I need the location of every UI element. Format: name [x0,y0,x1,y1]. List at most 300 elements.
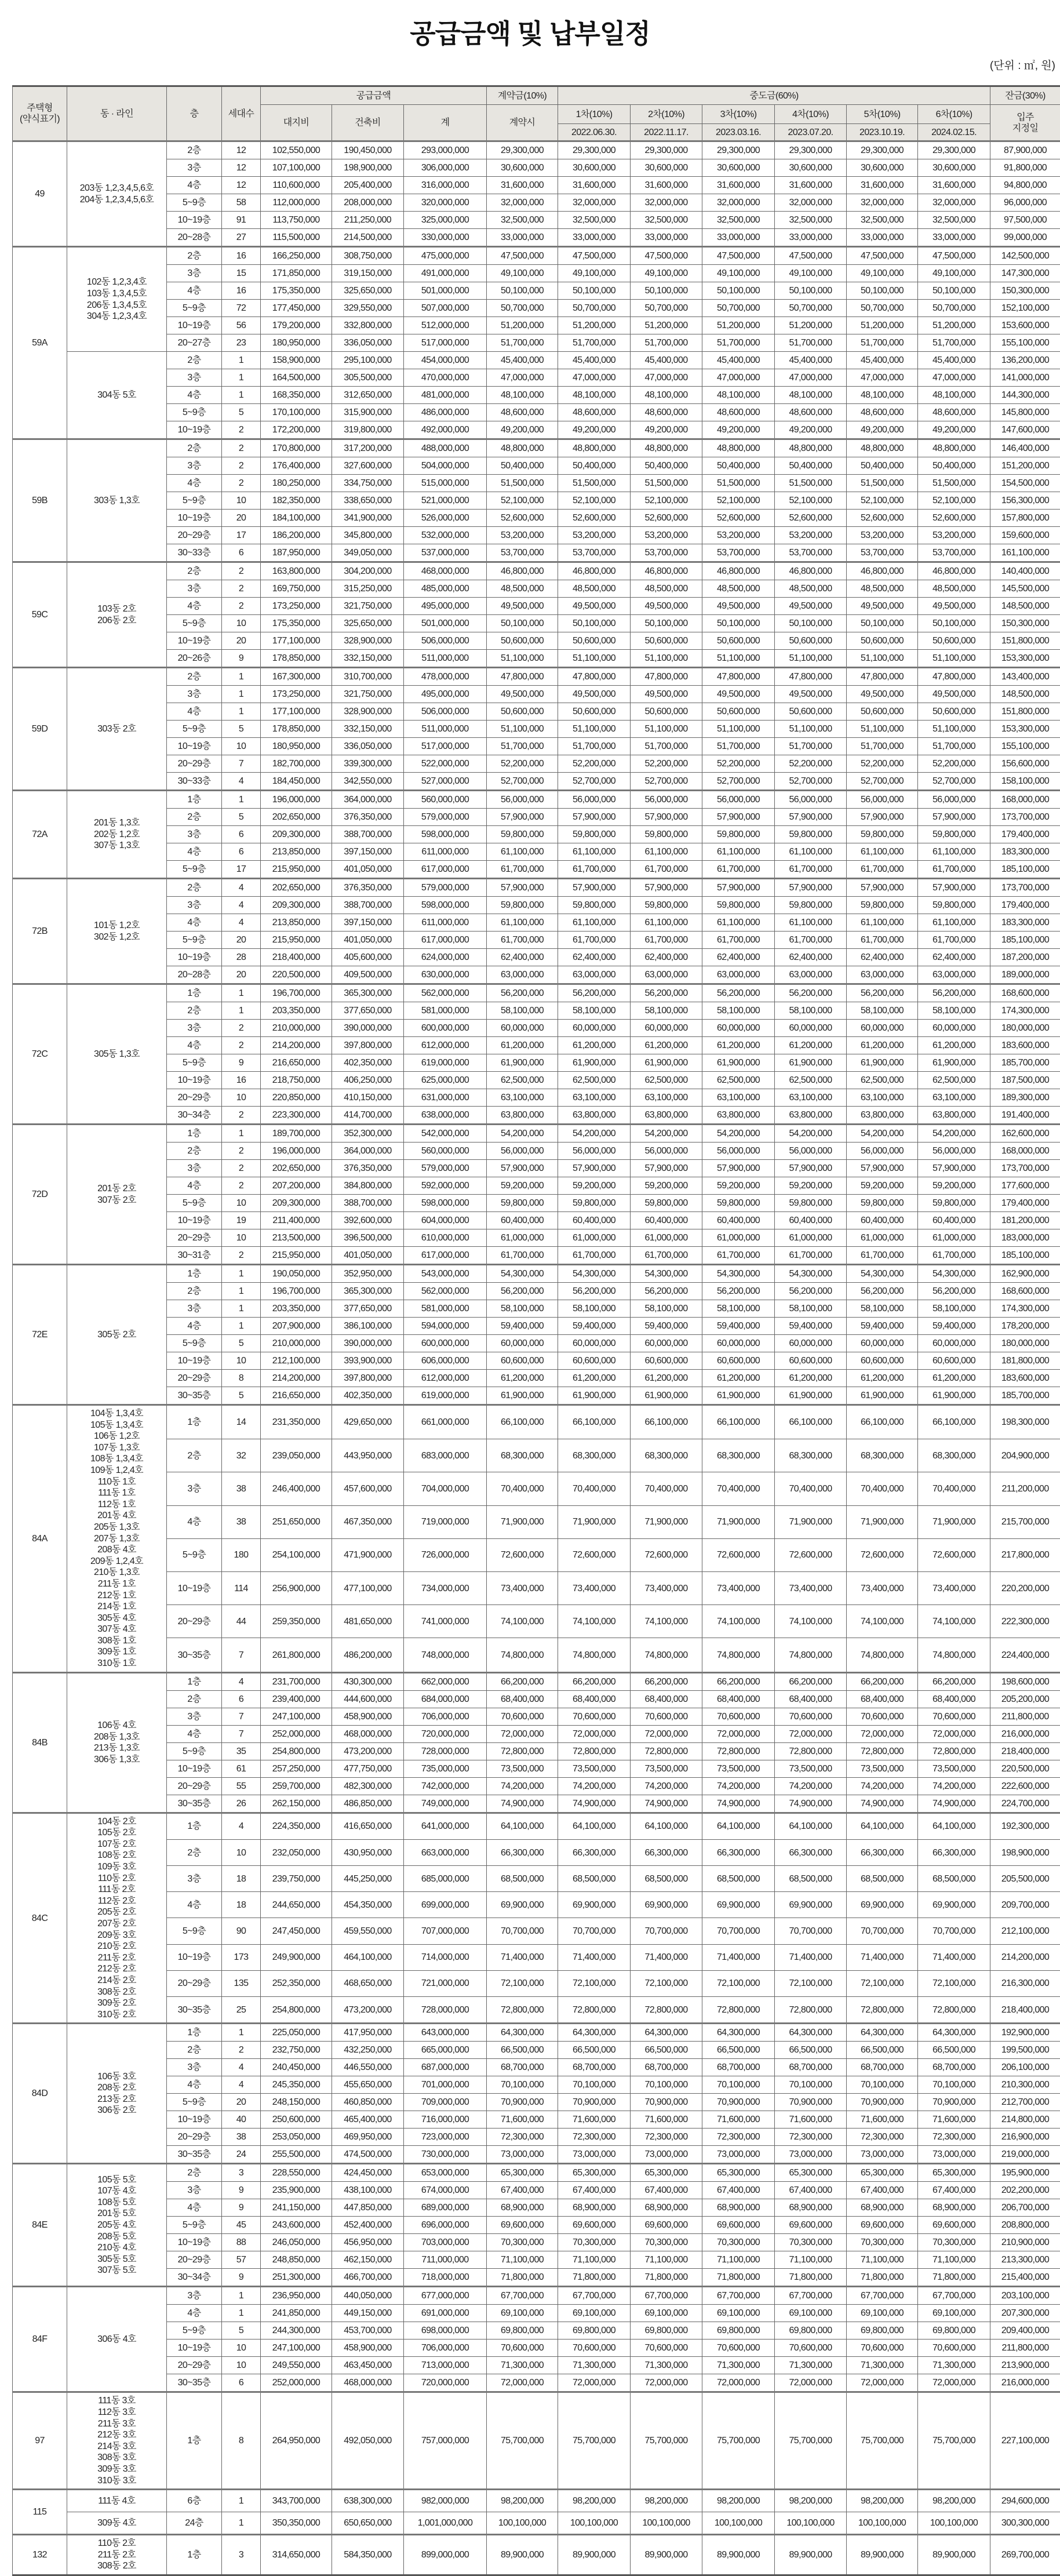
total-price: 661,000,000 [404,1405,487,1439]
deposit-amount: 60,000,000 [487,1335,558,1352]
interim-payment-4: 32,000,000 [775,194,847,212]
interim-payment-5: 66,100,000 [847,1405,918,1439]
interim-payment-1: 100,100,000 [558,2512,631,2535]
interim-payment-4: 66,300,000 [775,1840,847,1866]
interim-payment-1: 72,600,000 [558,1538,631,1571]
interim-payment-1: 49,100,000 [558,265,631,282]
interim-payment-2: 73,500,000 [631,1760,702,1777]
interim-payment-6: 71,900,000 [918,1505,990,1538]
interim-payment-3: 73,000,000 [702,2146,775,2164]
interim-payment-3: 72,300,000 [702,2129,775,2146]
table-row [13,897,1060,914]
table-row [13,2111,1060,2129]
units: 2 [222,1107,261,1125]
interim-payment-4: 69,800,000 [775,2322,847,2339]
interim-payment-1: 66,500,000 [558,2042,631,2059]
table-row [13,1229,1060,1247]
unit-type: 115 [13,2490,67,2535]
interim-payment-4: 59,800,000 [775,897,847,914]
interim-payment-3: 60,400,000 [702,1212,775,1229]
balance-amount: 294,600,000 [990,2490,1060,2512]
balance-amount: 151,800,000 [990,703,1060,721]
deposit-amount: 61,700,000 [487,932,558,949]
interim-payment-3: 71,300,000 [702,2357,775,2374]
interim-payment-1: 72,300,000 [558,2129,631,2146]
building-cost: 308,750,000 [332,247,404,265]
table-row [13,1002,1060,1020]
building-cost: 332,150,000 [332,650,404,668]
building-cost: 377,650,000 [332,1002,404,1020]
deposit-amount: 52,700,000 [487,773,558,791]
land-cost: 213,500,000 [261,1229,332,1247]
building-cost: 397,800,000 [332,1370,404,1387]
interim-payment-3: 48,100,000 [702,387,775,404]
header-dong: 동 · 라인 [67,86,167,141]
units: 10 [222,615,261,632]
total-price: 320,000,000 [404,194,487,212]
land-cost: 202,650,000 [261,1160,332,1177]
land-cost: 248,850,000 [261,2251,332,2269]
balance-amount: 174,300,000 [990,1300,1060,1318]
balance-amount: 143,400,000 [990,668,1060,686]
interim-payment-2: 70,100,000 [631,2076,702,2094]
deposit-amount: 47,000,000 [487,369,558,387]
land-cost: 254,800,000 [261,1996,332,2024]
units: 1 [222,1002,261,1020]
interim-payment-5: 63,800,000 [847,1107,918,1125]
interim-payment-2: 50,700,000 [631,300,702,317]
building-cost: 401,050,000 [332,1247,404,1265]
interim-payment-4: 68,500,000 [775,1866,847,1892]
building-cost: 388,700,000 [332,1195,404,1212]
building-cost: 325,650,000 [332,282,404,300]
interim-payment-2: 68,900,000 [631,2199,702,2217]
balance-amount: 185,700,000 [990,1054,1060,1072]
total-price: 726,000,000 [404,1538,487,1571]
interim-payment-3: 56,000,000 [702,1143,775,1160]
building-cost: 462,150,000 [332,2251,404,2269]
interim-payment-2: 62,400,000 [631,949,702,966]
balance-amount: 162,900,000 [990,1265,1060,1283]
interim-payment-4: 59,400,000 [775,1318,847,1335]
total-price: 507,000,000 [404,300,487,317]
interim-payment-2: 66,500,000 [631,2042,702,2059]
interim-payment-5: 67,400,000 [847,2182,918,2199]
interim-payment-5: 73,400,000 [847,1572,918,1605]
interim-payment-5: 60,600,000 [847,1352,918,1370]
interim-payment-1: 70,600,000 [558,1708,631,1725]
interim-payment-2: 59,400,000 [631,1318,702,1335]
interim-payment-4: 69,600,000 [775,2217,847,2234]
table-row [13,457,1060,475]
interim-payment-6: 47,800,000 [918,668,990,686]
total-price: 501,000,000 [404,615,487,632]
interim-payment-4: 70,400,000 [775,1472,847,1505]
total-price: 316,000,000 [404,177,487,194]
interim-payment-2: 49,200,000 [631,421,702,439]
interim-payment-5: 71,900,000 [847,1505,918,1538]
table-row [13,791,1060,809]
interim-payment-3: 66,100,000 [702,1405,775,1439]
dong-line: 201동 2호 307동 2호 [67,1125,167,1265]
building-cost: 352,950,000 [332,1265,404,1283]
interim-payment-3: 30,600,000 [702,159,775,177]
total-price: 1,001,000,000 [404,2512,487,2535]
floor: 20~28층 [167,966,222,984]
interim-payment-6: 48,100,000 [918,387,990,404]
land-cost: 250,600,000 [261,2111,332,2129]
floor: 3층 [167,1160,222,1177]
building-cost: 402,350,000 [332,1387,404,1405]
units: 6 [222,1690,261,1708]
floor: 6층 [167,2490,222,2512]
units: 61 [222,1760,261,1777]
deposit-amount: 52,600,000 [487,510,558,527]
building-cost: 386,100,000 [332,1318,404,1335]
building-cost: 409,500,000 [332,966,404,984]
dong-line: 104동 2호 105동 2호 107동 2호 108동 2호 109동 3호 110동 2호 111동 2호 112동 2호 205동 2호 207동 2호 209동 3호 210동 2호 211동 2호 212동 2호 214동 2호 308동 2호 309동 2호 310동 2호 [67,1813,167,2024]
deposit-amount: 53,700,000 [487,544,558,562]
land-cost: 186,200,000 [261,527,332,544]
floor: 5~9층 [167,2094,222,2111]
units: 14 [222,1405,261,1439]
interim-payment-3: 49,500,000 [702,598,775,615]
building-cost: 338,650,000 [332,492,404,510]
units: 3 [222,2535,261,2575]
floor: 4층 [167,1725,222,1742]
interim-payment-4: 74,900,000 [775,1795,847,1813]
table-row [13,773,1060,791]
land-cost: 252,350,000 [261,1970,332,1996]
interim-payment-5: 73,500,000 [847,1760,918,1777]
balance-amount: 154,500,000 [990,475,1060,492]
table-row [13,300,1060,317]
land-cost: 252,000,000 [261,1725,332,1742]
interim-payment-3: 71,600,000 [702,2111,775,2129]
land-cost: 213,850,000 [261,843,332,861]
land-cost: 231,700,000 [261,1672,332,1690]
land-cost: 196,700,000 [261,984,332,1002]
header-date-6: 2024.02.15. [918,124,990,141]
building-cost: 468,000,000 [332,1725,404,1742]
interim-payment-6: 62,500,000 [918,1072,990,1089]
interim-payment-5: 63,000,000 [847,966,918,984]
units: 2 [222,457,261,475]
interim-payment-6: 69,800,000 [918,2322,990,2339]
land-cost: 107,100,000 [261,159,332,177]
total-price: 579,000,000 [404,809,487,826]
interim-payment-1: 51,200,000 [558,317,631,334]
interim-payment-6: 62,400,000 [918,949,990,966]
total-price: 506,000,000 [404,632,487,650]
balance-amount: 210,900,000 [990,2234,1060,2251]
table-row [13,1538,1060,1571]
balance-amount: 146,400,000 [990,439,1060,457]
interim-payment-1: 68,300,000 [558,1439,631,1472]
interim-payment-6: 50,700,000 [918,300,990,317]
total-price: 594,000,000 [404,1318,487,1335]
interim-payment-6: 63,800,000 [918,1107,990,1125]
building-cost: 455,650,000 [332,2076,404,2094]
interim-payment-5: 29,300,000 [847,141,918,159]
header-date-5: 2023.10.19. [847,124,918,141]
floor: 2층 [167,562,222,580]
balance-amount: 211,800,000 [990,1708,1060,1725]
units: 4 [222,1672,261,1690]
balance-amount: 185,100,000 [990,861,1060,879]
total-price: 526,000,000 [404,510,487,527]
total-price: 734,000,000 [404,1572,487,1605]
deposit-amount: 48,600,000 [487,404,558,421]
total-price: 579,000,000 [404,879,487,897]
interim-payment-1: 54,200,000 [558,1125,631,1143]
building-cost: 444,600,000 [332,1690,404,1708]
deposit-amount: 71,900,000 [487,1505,558,1538]
interim-payment-4: 53,700,000 [775,544,847,562]
interim-payment-2: 59,800,000 [631,897,702,914]
units: 2 [222,1037,261,1054]
interim-payment-5: 51,700,000 [847,738,918,755]
interim-payment-2: 47,500,000 [631,247,702,265]
deposit-amount: 70,100,000 [487,2076,558,2094]
units: 5 [222,404,261,421]
floor: 2층 [167,668,222,686]
interim-payment-2: 61,100,000 [631,843,702,861]
interim-payment-5: 50,700,000 [847,300,918,317]
interim-payment-4: 63,100,000 [775,1089,847,1107]
interim-payment-5: 72,800,000 [847,1742,918,1760]
interim-payment-5: 52,100,000 [847,492,918,510]
building-cost: 584,350,000 [332,2535,404,2575]
building-cost: 417,950,000 [332,2024,404,2042]
table-row [13,2269,1060,2287]
interim-payment-1: 61,000,000 [558,1229,631,1247]
balance-amount: 180,000,000 [990,1335,1060,1352]
units: 180 [222,1538,261,1571]
interim-payment-1: 50,100,000 [558,282,631,300]
header-balance-when: 입주 지정일 [990,105,1060,141]
interim-payment-5: 59,800,000 [847,826,918,843]
interim-payment-5: 31,600,000 [847,177,918,194]
deposit-amount: 70,600,000 [487,2339,558,2357]
interim-payment-1: 47,500,000 [558,247,631,265]
units: 18 [222,1892,261,1918]
interim-payment-4: 71,300,000 [775,2357,847,2374]
interim-payment-5: 58,100,000 [847,1300,918,1318]
total-price: 454,000,000 [404,352,487,369]
total-price: 325,000,000 [404,212,487,229]
unit-type: 132 [13,2535,67,2575]
floor: 4층 [167,843,222,861]
table-row [13,984,1060,1002]
table-row [13,562,1060,580]
dong-line: 305동 1,3호 [67,984,167,1125]
table-row [13,1335,1060,1352]
table-row [13,703,1060,721]
total-price: 684,000,000 [404,1690,487,1708]
interim-payment-2: 69,600,000 [631,2217,702,2234]
floor: 3층 [167,580,222,598]
interim-payment-2: 72,100,000 [631,1970,702,1996]
interim-payment-4: 60,000,000 [775,1020,847,1037]
land-cost: 215,950,000 [261,932,332,949]
land-cost: 264,950,000 [261,2392,332,2490]
interim-payment-1: 61,900,000 [558,1054,631,1072]
balance-amount: 155,100,000 [990,738,1060,755]
table-row [13,1638,1060,1672]
interim-payment-5: 74,200,000 [847,1777,918,1795]
deposit-amount: 49,500,000 [487,598,558,615]
floor: 2층 [167,879,222,897]
building-cost: 328,900,000 [332,703,404,721]
interim-payment-1: 74,100,000 [558,1605,631,1638]
interim-payment-4: 59,200,000 [775,1177,847,1195]
table-row [13,1265,1060,1283]
deposit-amount: 70,700,000 [487,1918,558,1944]
interim-payment-1: 71,800,000 [558,2269,631,2287]
building-cost: 467,350,000 [332,1505,404,1538]
building-cost: 401,050,000 [332,861,404,879]
interim-payment-6: 56,000,000 [918,791,990,809]
interim-payment-6: 66,500,000 [918,2042,990,2059]
interim-payment-5: 72,000,000 [847,1725,918,1742]
units: 17 [222,861,261,879]
balance-amount: 216,000,000 [990,2374,1060,2392]
land-cost: 166,250,000 [261,247,332,265]
balance-amount: 91,800,000 [990,159,1060,177]
interim-payment-5: 45,400,000 [847,352,918,369]
balance-amount: 173,700,000 [990,1160,1060,1177]
balance-amount: 220,500,000 [990,1760,1060,1777]
deposit-amount: 71,800,000 [487,2269,558,2287]
interim-payment-6: 50,100,000 [918,615,990,632]
table-row [13,544,1060,562]
floor: 10~19층 [167,2111,222,2129]
interim-payment-3: 72,100,000 [702,1970,775,1996]
interim-payment-3: 70,300,000 [702,2234,775,2251]
total-price: 600,000,000 [404,1020,487,1037]
units: 25 [222,1996,261,2024]
land-cost: 184,100,000 [261,510,332,527]
balance-amount: 174,300,000 [990,1002,1060,1020]
balance-amount: 198,600,000 [990,1672,1060,1690]
deposit-amount: 50,600,000 [487,632,558,650]
land-cost: 241,850,000 [261,2305,332,2322]
interim-payment-2: 70,700,000 [631,1918,702,1944]
table-row [13,738,1060,755]
building-cost: 328,900,000 [332,632,404,650]
unit-type: 72C [13,984,67,1125]
table-row [13,1795,1060,1813]
floor: 2층 [167,1690,222,1708]
building-cost: 650,650,000 [332,2512,404,2535]
interim-payment-4: 52,100,000 [775,492,847,510]
deposit-amount: 72,800,000 [487,1742,558,1760]
table-row [13,1813,1060,1840]
table-row [13,1472,1060,1505]
total-price: 475,000,000 [404,247,487,265]
interim-payment-4: 48,100,000 [775,387,847,404]
deposit-amount: 57,900,000 [487,879,558,897]
interim-payment-2: 60,000,000 [631,1020,702,1037]
land-cost: 210,000,000 [261,1020,332,1037]
total-price: 701,000,000 [404,2076,487,2094]
interim-payment-3: 64,100,000 [702,1813,775,1840]
interim-payment-4: 68,400,000 [775,1690,847,1708]
interim-payment-4: 56,000,000 [775,791,847,809]
balance-amount: 185,100,000 [990,1247,1060,1265]
floor: 20~27층 [167,334,222,352]
interim-payment-1: 72,800,000 [558,1996,631,2024]
interim-payment-5: 74,800,000 [847,1638,918,1672]
balance-amount: 178,200,000 [990,1318,1060,1335]
interim-payment-4: 71,400,000 [775,1944,847,1970]
table-row [13,1690,1060,1708]
interim-payment-6: 33,000,000 [918,229,990,247]
floor: 2층 [167,439,222,457]
building-cost: 327,600,000 [332,457,404,475]
deposit-amount: 57,900,000 [487,809,558,826]
unit-type: 84B [13,1672,67,1813]
deposit-amount: 31,600,000 [487,177,558,194]
interim-payment-1: 45,400,000 [558,352,631,369]
interim-payment-2: 32,500,000 [631,212,702,229]
land-cost: 170,100,000 [261,404,332,421]
floor: 20~29층 [167,1370,222,1387]
interim-payment-1: 61,200,000 [558,1037,631,1054]
interim-payment-1: 73,500,000 [558,1760,631,1777]
interim-payment-3: 72,000,000 [702,2374,775,2392]
interim-payment-2: 50,100,000 [631,282,702,300]
balance-amount: 195,900,000 [990,2164,1060,2182]
interim-payment-2: 71,300,000 [631,2357,702,2374]
building-cost: 449,150,000 [332,2305,404,2322]
interim-payment-6: 49,500,000 [918,686,990,703]
header-build: 건축비 [332,105,404,141]
units: 35 [222,1742,261,1760]
interim-payment-2: 49,500,000 [631,598,702,615]
interim-payment-4: 50,700,000 [775,300,847,317]
units: 10 [222,2339,261,2357]
building-cost: 376,350,000 [332,1160,404,1177]
interim-payment-5: 61,200,000 [847,1370,918,1387]
interim-payment-2: 51,700,000 [631,738,702,755]
land-cost: 248,150,000 [261,2094,332,2111]
table-row [13,510,1060,527]
total-price: 643,000,000 [404,2024,487,2042]
building-cost: 329,550,000 [332,300,404,317]
total-price: 610,000,000 [404,1229,487,1247]
floor: 1층 [167,1265,222,1283]
deposit-amount: 62,500,000 [487,1072,558,1089]
total-price: 611,000,000 [404,843,487,861]
building-cost: 481,650,000 [332,1605,404,1638]
table-row [13,1177,1060,1195]
interim-payment-4: 48,800,000 [775,439,847,457]
building-cost: 397,800,000 [332,1037,404,1054]
units: 45 [222,2217,261,2234]
total-price: 709,000,000 [404,2094,487,2111]
units: 1 [222,2287,261,2305]
dong-line: 304동 5호 [67,352,167,439]
interim-payment-4: 57,900,000 [775,809,847,826]
table-row [13,352,1060,369]
land-cost: 173,250,000 [261,598,332,615]
interim-payment-3: 51,500,000 [702,475,775,492]
deposit-amount: 74,200,000 [487,1777,558,1795]
interim-payment-5: 32,000,000 [847,194,918,212]
table-row [13,949,1060,966]
